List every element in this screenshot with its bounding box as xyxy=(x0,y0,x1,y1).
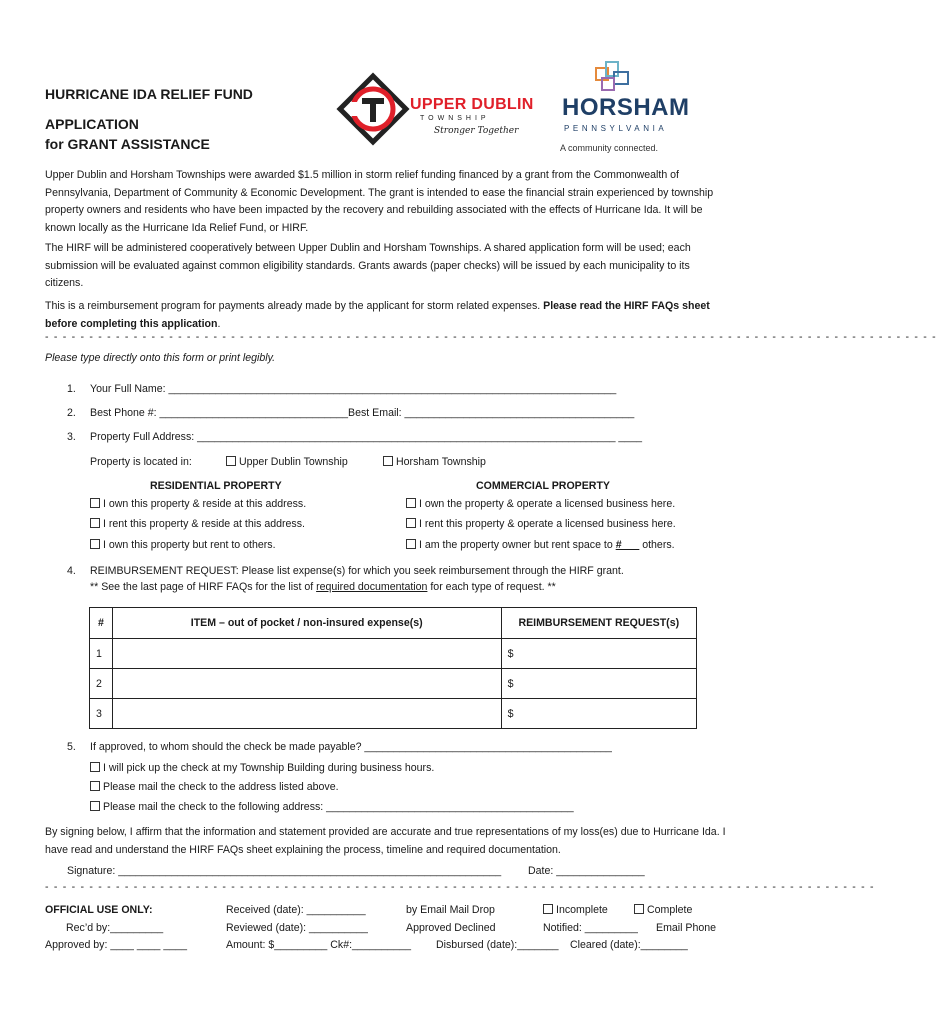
table-row-number: 3 xyxy=(90,699,113,729)
residential-option-2[interactable]: I rent this property & reside at this address. xyxy=(90,516,305,533)
location-horsham-option[interactable]: Horsham Township xyxy=(383,454,486,471)
complete-option: Complete xyxy=(634,902,692,919)
received-date-label: Received (date): __________ xyxy=(226,904,366,916)
horsham-state-label: PENNSYLVANIA xyxy=(564,124,668,133)
q3-number: 3. xyxy=(67,431,76,443)
item-cell[interactable] xyxy=(112,669,501,699)
q5-number: 5. xyxy=(67,741,76,753)
approval-status-label: Approved Declined xyxy=(406,922,496,934)
payable-to-field[interactable]: If approved, to whom should the check be made payable? __________________________________________ xyxy=(90,741,612,753)
q4-number: 4. xyxy=(67,565,76,577)
upper-dublin-logo xyxy=(336,72,536,144)
location-upper-dublin-option[interactable]: Upper Dublin Township xyxy=(226,454,348,471)
notified-label: Notified: _________ xyxy=(543,922,638,934)
incomplete-option: Incomplete xyxy=(543,902,608,919)
instructions: Please type directly onto this form or print legibly. xyxy=(45,352,276,364)
form-subtitle-grant: for GRANT ASSISTANCE xyxy=(45,136,210,152)
horsham-logo xyxy=(556,60,690,155)
form-title: HURRICANE IDA RELIEF FUND xyxy=(45,86,253,102)
checkbox-icon[interactable] xyxy=(226,456,236,466)
table-header-item: ITEM – out of pocket / non-insured expense(s) xyxy=(112,608,501,639)
checkbox-icon[interactable] xyxy=(90,781,100,791)
approved-by-label: Approved by: ____ ____ ____ xyxy=(45,939,187,951)
phone-email-field[interactable]: Best Phone #: ________________________________Best Email: _______________________________________ xyxy=(90,407,635,419)
table-row xyxy=(90,639,697,669)
checkbox-icon[interactable] xyxy=(406,498,416,508)
amount-check-label: Amount: $_________ Ck#:__________ xyxy=(226,939,411,951)
notified-method-label: Email Phone xyxy=(656,922,717,934)
checkbox-icon[interactable] xyxy=(90,539,100,549)
checkbox-icon[interactable] xyxy=(90,518,100,528)
table-header-amount: REIMBURSEMENT REQUEST(s) xyxy=(501,608,696,639)
table-row xyxy=(90,669,697,699)
upper-dublin-emblem-icon xyxy=(336,72,410,144)
table-row-number: 1 xyxy=(90,639,113,669)
commercial-option-1[interactable]: I own the property & operate a licensed business here. xyxy=(406,496,675,513)
divider-dashed-official: - - - - - - - - - - - - - - - - - - - - - - - - - - - - - - - - - - - - - - - - - - - - - - - - - - - - - - - - - - - - - - - - - - - - - - - - - - - - - - - - - - - - - - - - - - - - - - xyxy=(45,881,875,893)
required-docs-note: ** See the last page of HIRF FAQs for the list of required documentation for each type of request. ** xyxy=(90,581,556,593)
checkbox-icon[interactable] xyxy=(383,456,393,466)
table-row xyxy=(90,699,697,729)
disbursed-date-label: Disbursed (date):_______ xyxy=(436,939,559,951)
checkbox-icon xyxy=(543,904,553,914)
checkbox-icon[interactable] xyxy=(90,801,100,811)
residential-option-3[interactable]: I own this property but rent to others. xyxy=(90,537,276,554)
checkbox-icon[interactable] xyxy=(406,518,416,528)
submission-method-label: by Email Mail Drop xyxy=(406,904,495,916)
pickup-option[interactable]: I will pick up the check at my Township Building during business hours. xyxy=(90,760,434,777)
item-cell[interactable] xyxy=(112,639,501,669)
reviewed-date-label: Reviewed (date): __________ xyxy=(226,922,368,934)
affirmation-text: By signing below, I affirm that the information and statement provided are accurate and true representations of my loss(es) due to Hurricane Ida. I have read and understand the HIRF FAQs sheet explaining the process, timeline and required documentation. xyxy=(45,826,726,856)
checkbox-icon[interactable] xyxy=(406,539,416,549)
date-field[interactable]: Date: _______________ xyxy=(528,865,645,877)
amount-cell[interactable]: $ xyxy=(501,699,696,729)
table-row-number: 2 xyxy=(90,669,113,699)
q1-number: 1. xyxy=(67,383,76,395)
commercial-heading: COMMERCIAL PROPERTY xyxy=(476,480,610,492)
divider-dashed: - - - - - - - - - - - - - - - - - - - - - - - - - - - - - - - - - - - - - - - - - - - - - - - - - - - - - - - - - - - - - - - - - - - - - - - - - - - - - - - - - - - - - - - - - - - - - - - - - - - - - xyxy=(45,331,937,343)
amount-cell[interactable]: $ xyxy=(501,639,696,669)
intro-paragraph-1: Upper Dublin and Horsham Townships were awarded $1.5 million in storm relief funding financed by a grant from the Commonwealth of Pennsylvania, Department of Community & Economic Development. The grant is intended to ease the financial strain experienced by township property owners and residents who have been impacted by the recovery and rebuilding associated with the effects of Hurricane Ida. It will be known locally as the Hurricane Ida Relief Fund, or HIRF. xyxy=(45,169,714,234)
checkbox-icon[interactable] xyxy=(90,498,100,508)
horsham-wordmark: HORSHAM xyxy=(562,94,690,121)
item-cell[interactable] xyxy=(112,699,501,729)
q2-number: 2. xyxy=(67,407,76,419)
upper-dublin-township-label: TOWNSHIP xyxy=(420,115,490,122)
horsham-tagline: A community connected. xyxy=(560,143,659,153)
checkbox-icon xyxy=(634,904,644,914)
residential-option-1[interactable]: I own this property & reside at this address. xyxy=(90,496,306,513)
form-subtitle-application: APPLICATION xyxy=(45,116,139,132)
mail-above-option[interactable]: Please mail the check to the address listed above. xyxy=(90,779,339,796)
commercial-option-3[interactable]: I am the property owner but rent space to #___ others. xyxy=(406,537,675,554)
mail-other-option[interactable]: Please mail the check to the following address: __________________________________________ xyxy=(90,799,574,816)
reimbursement-table xyxy=(89,607,697,729)
checkbox-icon[interactable] xyxy=(90,762,100,772)
table-header-number: # xyxy=(90,608,113,639)
cleared-date-label: Cleared (date):________ xyxy=(570,939,688,951)
property-located-label: Property is located in: xyxy=(90,456,192,468)
table-header-row xyxy=(90,608,697,639)
signature-field[interactable]: Signature: _________________________________________________________________ xyxy=(67,865,502,877)
intro-paragraph-3: This is a reimbursement program for payments already made by the applicant for storm related expenses. Please read the HIRF FAQs sheet before completing this application. xyxy=(45,300,710,330)
intro-paragraph-2: The HIRF will be administered cooperatively between Upper Dublin and Horsham Townships. A shared application form will be used; each submission will be evaluated against common eligibility standards. Grants awards (paper checks) will be issued by each municipality to its citizens. xyxy=(45,242,691,289)
property-address-field[interactable]: Property Full Address: _______________________________________________________________________ ____ xyxy=(90,431,642,443)
reimbursement-request-label: REIMBURSEMENT REQUEST: Please list expense(s) for which you seek reimbursement through the HIRF grant. xyxy=(90,565,624,577)
official-use-heading: OFFICIAL USE ONLY: xyxy=(45,904,153,916)
upper-dublin-tagline: Stronger Together xyxy=(434,126,519,136)
commercial-option-2[interactable]: I rent this property & operate a licensed business here. xyxy=(406,516,676,533)
amount-cell[interactable]: $ xyxy=(501,669,696,699)
received-by-label: Rec’d by:_________ xyxy=(66,922,164,934)
upper-dublin-wordmark: UPPER DUBLIN xyxy=(410,96,534,113)
residential-heading: RESIDENTIAL PROPERTY xyxy=(150,480,282,492)
full-name-field[interactable]: Your Full Name: ____________________________________________________________________________ xyxy=(90,383,617,395)
horsham-emblem-icon xyxy=(594,60,634,94)
